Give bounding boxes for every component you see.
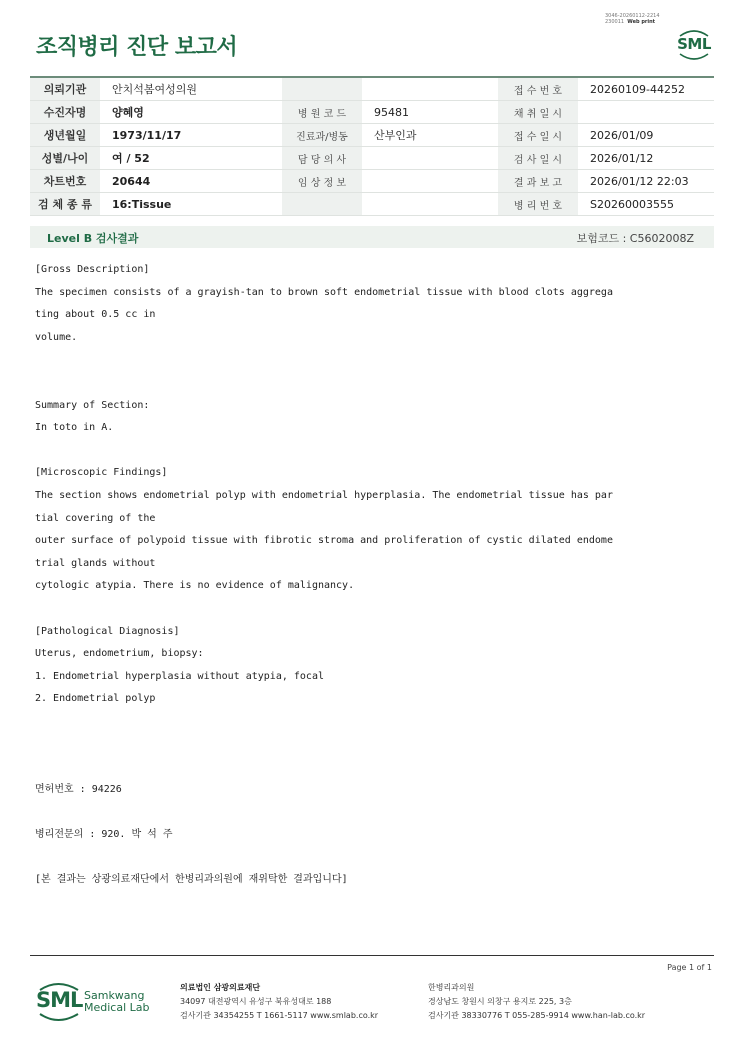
info-value — [362, 193, 498, 216]
report-line: [Pathological Diagnosis] — [35, 625, 180, 637]
info-label: 채 취 일 시 — [498, 101, 578, 124]
info-value: 16:Tissue — [100, 193, 282, 216]
info-label: 성별/나이 — [30, 147, 100, 170]
org1-address: 34097 대전광역시 유성구 북유성대로 188 — [180, 997, 332, 1006]
footer-logo-name-2: Medical Lab — [84, 1001, 150, 1014]
info-value: 양혜영 — [100, 101, 282, 124]
info-label: 검 체 종 류 — [30, 193, 100, 216]
result-header-bar — [30, 226, 714, 248]
info-row — [30, 124, 714, 147]
info-row — [30, 77, 714, 101]
org1-contact: 검사기관 34354255 T 1661-5117 www.smlab.co.kr — [180, 1011, 379, 1020]
footer-logo-name-1: Samkwang — [84, 989, 145, 1002]
info-value: 95481 — [362, 101, 498, 124]
report-line: outer surface of polypoid tissue with fibrotic stroma and proliferation of cystic dilated endome — [35, 535, 613, 547]
info-label: 결 과 보 고 — [498, 170, 578, 193]
report-line: 면허번호 : 94226 — [35, 783, 122, 795]
info-label: 진료과/병동 — [282, 124, 362, 147]
info-row — [30, 101, 714, 124]
footer-org-1 — [180, 981, 378, 1023]
info-label — [282, 193, 362, 216]
report-line: The section shows endometrial polyp with endometrial hyperplasia. The endometrial tissue has par — [35, 489, 613, 501]
report-line: [본 결과는 상광의료재단에서 한병리과의원에 재위탁한 결과입니다] — [35, 874, 348, 886]
report-line — [35, 801, 695, 824]
footer-org-2 — [428, 981, 645, 1023]
patient-info-table — [30, 76, 714, 216]
report-line — [35, 733, 695, 756]
info-label — [282, 77, 362, 101]
report-line: In toto in A. — [35, 422, 114, 434]
report-line: trial glands without — [35, 557, 156, 569]
insurance-code: 보험코드 : C5602008Z — [576, 232, 694, 245]
result-level: Level B 검사결과 — [47, 232, 139, 245]
info-label: 의뢰기관 — [30, 77, 100, 101]
report-line — [35, 598, 695, 621]
print-meta — [605, 13, 660, 25]
info-row — [30, 170, 714, 193]
info-value: 여 / 52 — [100, 147, 282, 170]
info-value — [362, 77, 498, 101]
info-value: 20644 — [100, 170, 282, 193]
page-title: 조직병리 진단 보고서 — [36, 35, 238, 60]
info-value: 2026/01/12 22:03 — [578, 170, 714, 193]
report-line — [35, 756, 695, 779]
info-label: 접 수 일 시 — [498, 124, 578, 147]
org2-contact: 검사기관 38330776 T 055-285-9914 www.han-lab.co.kr — [428, 1011, 646, 1020]
info-label: 차트번호 — [30, 170, 100, 193]
report-line: 2. Endometrial polyp — [35, 693, 156, 705]
report-line: [Microscopic Findings] — [35, 467, 168, 479]
org2-name: 한병리과의원 — [428, 983, 475, 992]
org1-name: 의료법인 삼광의료재단 — [180, 983, 261, 992]
report-line: ting about 0.5 cc in — [35, 309, 156, 321]
report-line — [35, 349, 695, 372]
report-line — [35, 846, 695, 869]
info-value: 산부인과 — [362, 124, 498, 147]
report-body — [35, 259, 695, 892]
report-line: Summary of Section: — [35, 399, 150, 411]
page-number: Page 1 of 1 — [667, 963, 712, 972]
org2-address: 경상남도 창원시 의창구 용지로 225, 3층 — [428, 997, 572, 1006]
report-line — [35, 440, 695, 463]
print-code: 3046-20260112-2214 — [605, 13, 660, 19]
report-line: cytologic atypia. There is no evidence of malignancy. — [35, 580, 355, 592]
info-label: 담 당 의 사 — [282, 147, 362, 170]
info-value: 2026/01/12 — [578, 147, 714, 170]
footer-divider — [30, 955, 714, 956]
info-value — [362, 170, 498, 193]
info-value: S20260003555 — [578, 193, 714, 216]
info-row — [30, 147, 714, 170]
info-label: 검 사 일 시 — [498, 147, 578, 170]
print-code-2: 230011 — [605, 19, 625, 25]
report-line: [Gross Description] — [35, 264, 150, 275]
info-label: 병 원 코 드 — [282, 101, 362, 124]
info-value — [578, 101, 714, 124]
info-value: 20260109-44252 — [578, 77, 714, 101]
report-line — [35, 372, 695, 395]
report-line: 병리전문의 : 920. 박 석 주 — [35, 828, 173, 840]
info-value: 2026/01/09 — [578, 124, 714, 147]
report-line — [35, 711, 695, 734]
sml-logo-top — [672, 28, 716, 62]
report-line: 1. Endometrial hyperplasia without atypia, focal — [35, 670, 324, 682]
info-label: 임 상 정 보 — [282, 170, 362, 193]
info-value: 1973/11/17 — [100, 124, 282, 147]
info-row — [30, 193, 714, 216]
info-label: 병 리 번 호 — [498, 193, 578, 216]
footer-logo-text: SML — [36, 988, 83, 1012]
report-line: volume. — [35, 331, 78, 343]
logo-text: SML — [677, 35, 711, 53]
info-label: 수진자명 — [30, 101, 100, 124]
info-value — [362, 147, 498, 170]
info-label: 접 수 번 호 — [498, 77, 578, 101]
report-line: tial covering of the — [35, 512, 156, 524]
report-line: The specimen consists of a grayish-tan to brown soft endometrial tissue with blood clots aggrega — [35, 286, 613, 298]
report-line: Uterus, endometrium, biopsy: — [35, 648, 204, 660]
info-label: 생년월일 — [30, 124, 100, 147]
info-value: 안치석봄여성의원 — [100, 77, 282, 101]
sml-logo-footer — [36, 978, 166, 1026]
print-label: Web print — [627, 19, 656, 25]
